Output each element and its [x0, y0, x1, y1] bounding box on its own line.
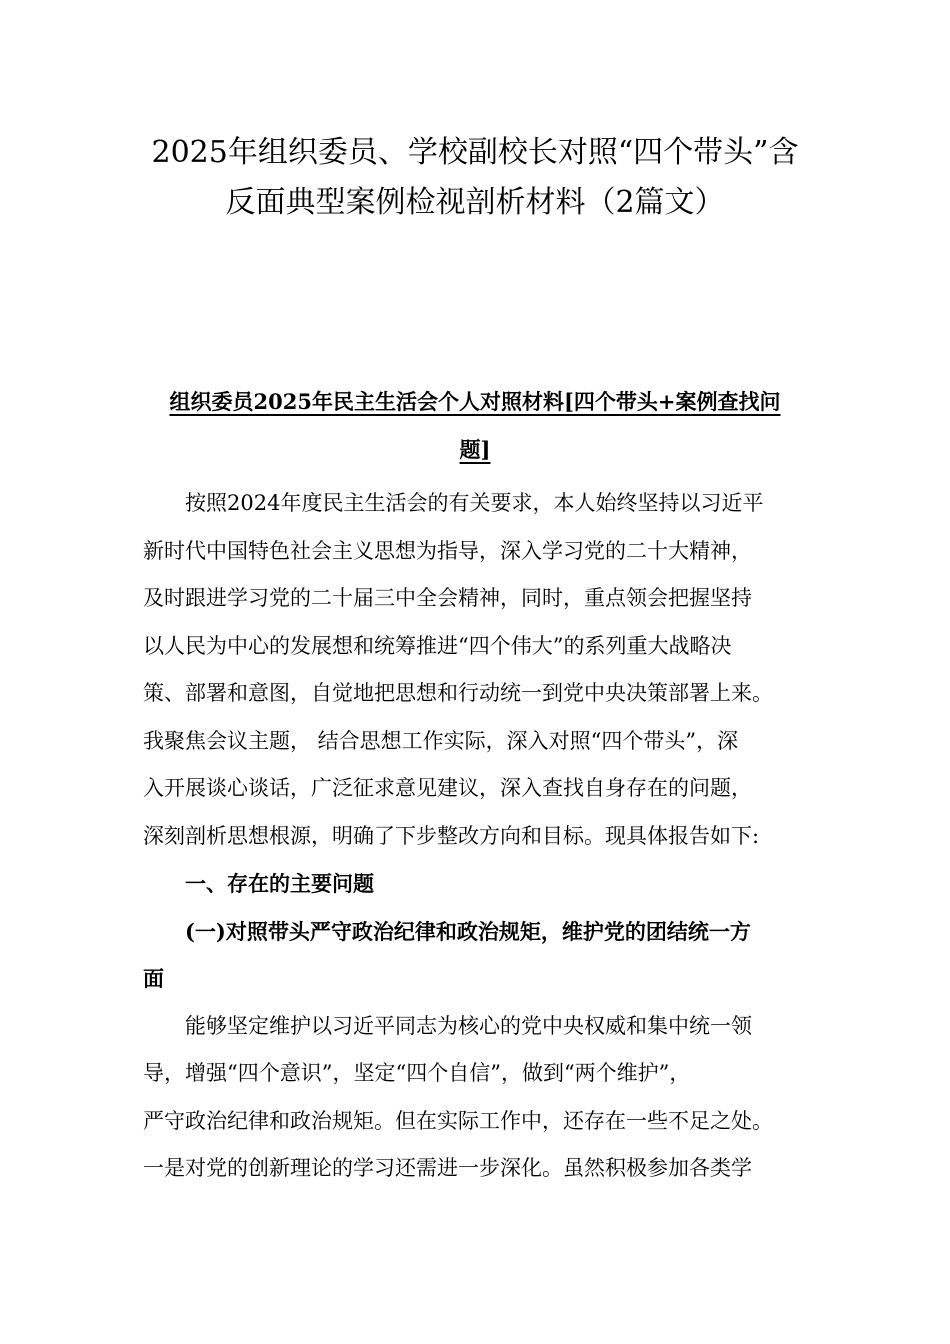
para2-line-1: 能够坚定维护以习近平同志为核心的党中央权威和集中统一领 [185, 1013, 752, 1038]
section-title-line-1: 组织委员2025年民主生活会个人对照材料[四个带头+案例查找问 [169, 389, 781, 414]
intro-line-7: 入开展谈心谈话，广泛征求意见建议，深入查找自身存在的问题， [143, 776, 752, 800]
intro-line-6: 我聚焦会议主题， 结合思想工作实际，深入对照“四个带头”，深 [143, 728, 739, 753]
document-body [143, 480, 823, 1193]
intro-line-8: 深刻剖析思想根源，明确了下步整改方向和目标。现具体报告如下: [143, 823, 760, 848]
section-title [120, 378, 830, 474]
para2-line-2: 导，增强“四个意识”，坚定“四个自信”，做到“两个维护”， [143, 1061, 691, 1085]
intro-line-4: 以人民为中心的发展想和统筹推进“四个伟大”的系列重大战略决 [143, 633, 732, 658]
para2-line-4: 一是对党的创新理论的学习还需进一步深化。虽然积极参加各类学 [143, 1156, 752, 1180]
heading-main-problems: 一、存在的主要问题 [185, 871, 374, 896]
title-line-2: 反面典型案例检视剖析材料（2篇文） [225, 185, 725, 220]
section-title-line-2: 题] [459, 437, 491, 462]
para2-line-3: 严守政治纪律和政治规矩。但在实际工作中，还存在一些不足之处。 [143, 1108, 773, 1133]
document-title [120, 128, 830, 228]
title-line-1: 2025年组织委员、学校副校长对照“四个带头”含 [151, 135, 799, 170]
intro-line-3: 及时跟进学习党的二十届三中全会精神，同时，重点领会把握坚持 [143, 586, 752, 610]
intro-line-5: 策、部署和意图，自觉地把思想和行动统一到党中央决策部署上来。 [143, 681, 773, 705]
intro-line-2: 新时代中国特色社会主义思想为指导，深入学习党的二十大精神， [143, 538, 752, 563]
subheading-line-2: 面 [143, 966, 164, 991]
intro-line-1: 按照2024年度民主生活会的有关要求，本人始终坚持以习近平 [185, 491, 764, 515]
subheading-line-1: (一)对照带头严守政治纪律和政治规矩，维护党的团结统一方 [185, 918, 751, 944]
